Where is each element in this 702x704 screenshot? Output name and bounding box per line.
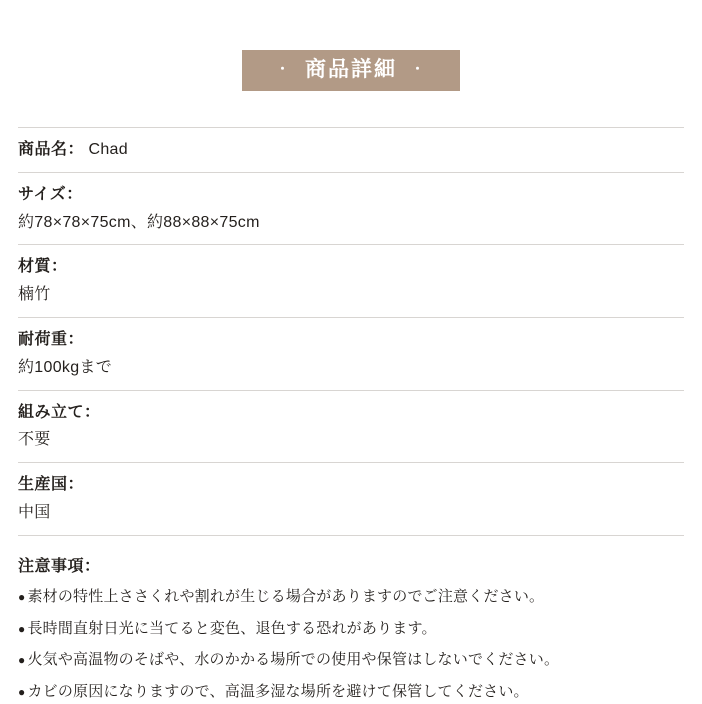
decor-dot-left-icon: ・ [275,61,291,76]
list-item [18,649,684,672]
spec-value: 約78×78×75cm、約88×88×75cm [18,213,260,231]
note-text: 火気や高温物のそばや、水のかかる場所での使用や保管はしないでください。 [27,651,560,669]
table-row [18,391,684,464]
notes-section [18,553,684,704]
bullet-icon: ● [18,685,26,700]
section-banner [242,50,460,91]
table-row [18,318,684,391]
spec-label: 生産国： [18,476,85,494]
spec-label: サイズ： [18,185,83,203]
spec-value: 中国 [18,503,51,521]
spec-label: 材質： [18,258,68,276]
note-text: 素材の特性上ささくれや割れが生じる場合がありますのでご注意ください。 [27,587,545,605]
page-header [0,0,702,91]
notes-title: 注意事項： [18,557,101,575]
list-item [18,586,684,609]
table-row [18,173,684,246]
spec-label: 商品名： [18,141,85,158]
spec-label: 組み立て： [18,403,101,421]
spec-value: 楠竹 [18,286,51,304]
bullet-icon: ● [18,621,26,636]
list-item [18,681,684,704]
spec-value: 約100kgまで [18,358,112,376]
note-text: カビの原因になりますので、高温多湿な場所を避けて保管してください。 [27,683,529,701]
table-row [18,463,684,536]
spec-label: 耐荷重： [18,330,85,348]
spec-table [18,127,684,536]
decor-dot-right-icon: ・ [411,61,427,76]
table-row [18,128,684,173]
spec-value: 不要 [18,431,51,449]
page-title: 商品詳細 [305,58,397,81]
list-item [18,618,684,641]
table-row [18,245,684,318]
bullet-icon: ● [18,589,26,604]
note-text: 長時間直射日光に当てると変色、退色する恐れがあります。 [27,619,437,637]
bullet-icon: ● [18,653,26,668]
spec-value: Chad [88,141,128,158]
